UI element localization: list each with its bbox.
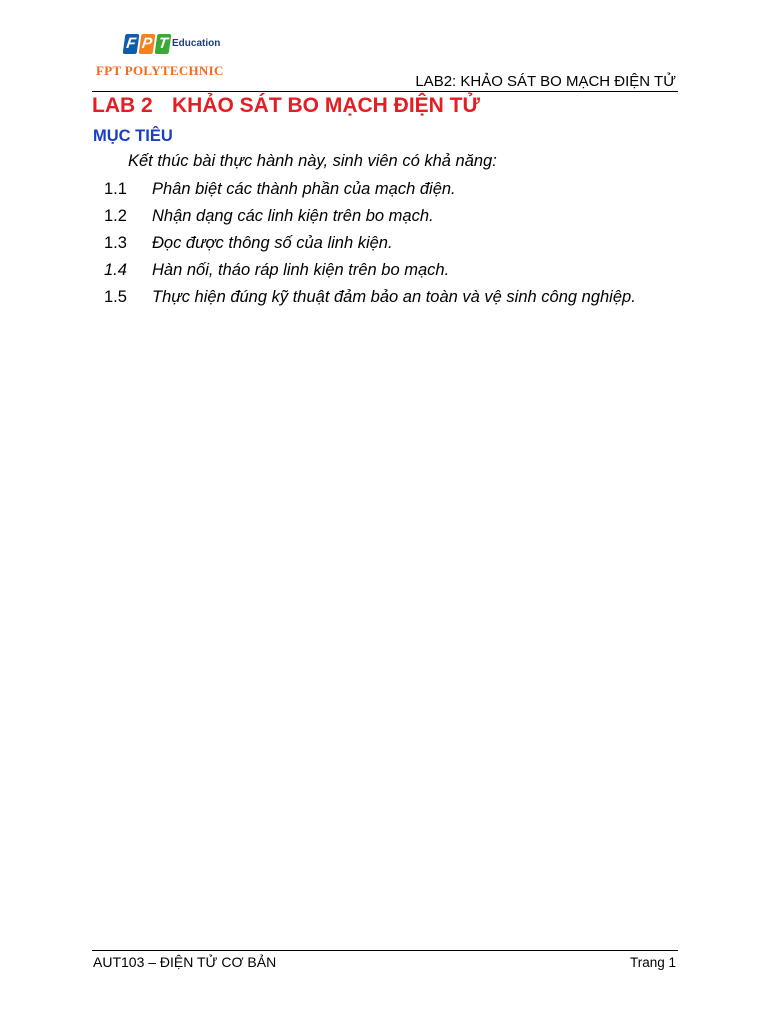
objective-text: Đọc được thông số của linh kiện.	[152, 234, 393, 252]
lab-heading	[92, 94, 480, 118]
logo-education-text: Education	[172, 38, 221, 49]
logo-tile-f: F	[123, 34, 140, 54]
objective-item	[104, 260, 636, 287]
footer-course-title: AUT103 – ĐIỆN TỬ CƠ BẢN	[93, 954, 277, 970]
running-header-title: LAB2: KHẢO SÁT BO MẠCH ĐIỆN TỬ	[415, 73, 676, 90]
logo-polytechnic-text: FPT POLYTECHNIC	[96, 63, 224, 78]
fpt-logo-mark	[124, 34, 170, 56]
objectives-list	[104, 179, 636, 314]
objective-text: Hàn nối, tháo ráp linh kiện trên bo mạch.	[152, 261, 450, 279]
header-divider	[92, 91, 678, 92]
logo-tile-p: P	[139, 34, 156, 54]
lab-heading-number: LAB 2	[92, 94, 153, 117]
objective-item	[104, 206, 636, 233]
objective-item	[104, 233, 636, 260]
objective-text: Phân biệt các thành phần của mạch điện.	[152, 180, 456, 198]
lab-heading-text: KHẢO SÁT BO MẠCH ĐIỆN TỬ	[172, 94, 480, 117]
objective-text: Thực hiện đúng kỹ thuật đảm bảo an toàn và vệ sinh công nghiệp.	[152, 288, 636, 306]
objective-number: 1.5	[104, 288, 127, 306]
objective-text: Nhận dạng các linh kiện trên bo mạch.	[152, 207, 434, 225]
objective-number: 1.1	[104, 180, 127, 198]
logo-tile-t: T	[155, 34, 172, 54]
fpt-education-logo	[96, 34, 246, 82]
objective-number: 1.4	[104, 261, 127, 279]
section-title: MỤC TIÊU	[93, 127, 173, 145]
objective-item	[104, 179, 636, 206]
objective-number: 1.3	[104, 234, 127, 252]
intro-sentence: Kết thúc bài thực hành này, sinh viên có khả năng:	[128, 152, 497, 170]
objective-number: 1.2	[104, 207, 127, 225]
footer-page-number: Trang 1	[629, 955, 676, 970]
footer-divider	[92, 950, 678, 951]
objective-item	[104, 287, 636, 314]
